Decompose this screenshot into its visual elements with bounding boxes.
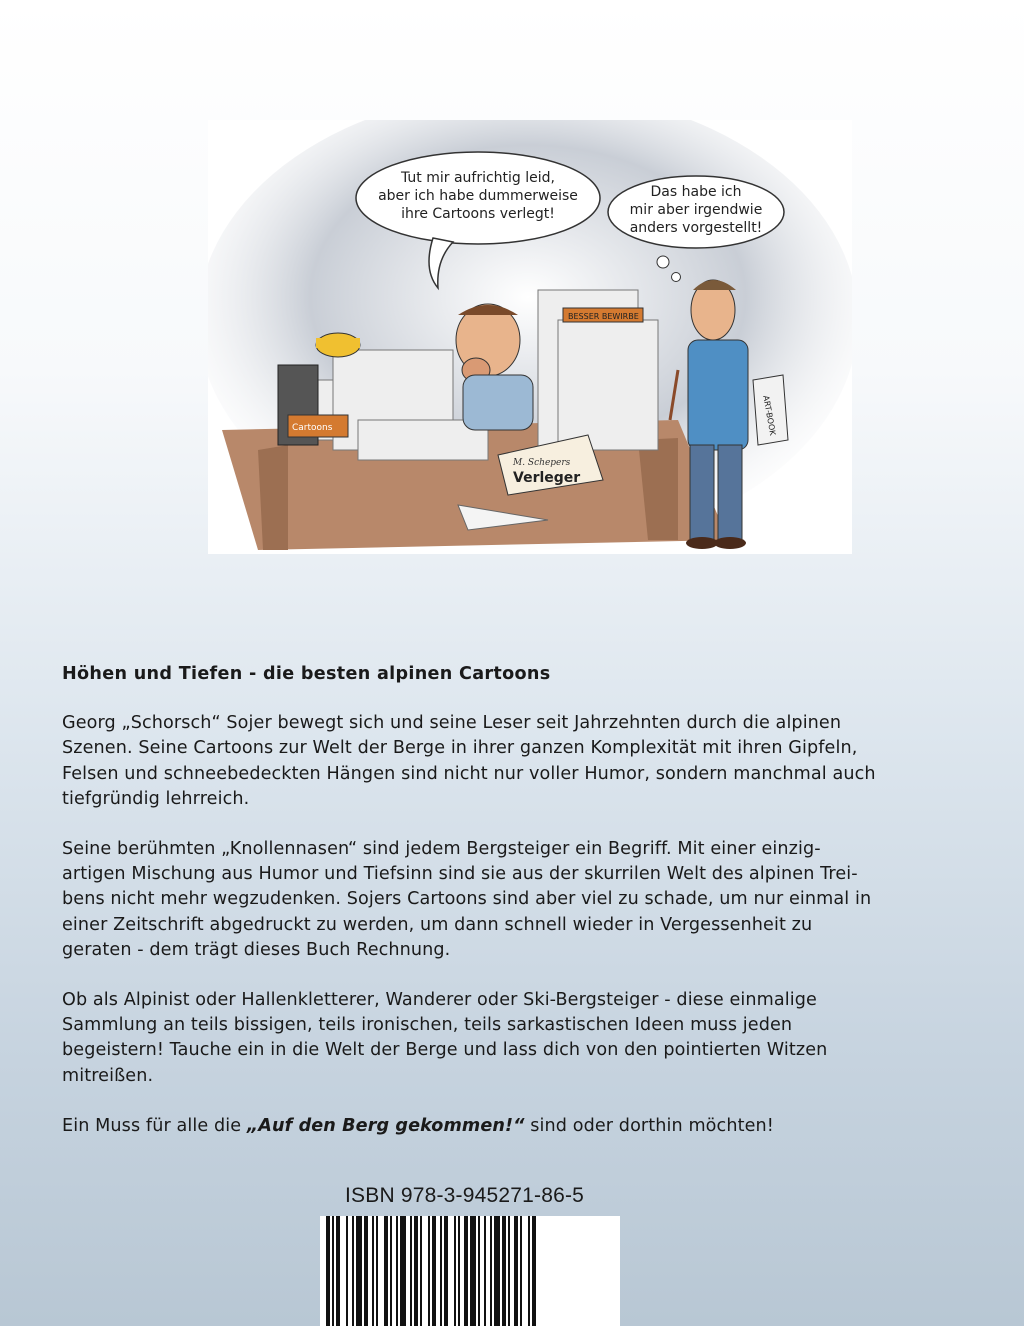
barcode-bar [396, 1216, 398, 1326]
text-line: Szenen. Seine Cartoons zur Welt der Berge in ihrer ganzen Komplexität mit ihren Gipfeln, [62, 738, 858, 759]
barcode-bar [454, 1216, 456, 1326]
sketchbook-label: ART-BOOK [761, 394, 778, 437]
sketchbook [753, 375, 788, 445]
barcode-bar [458, 1216, 460, 1326]
barcode-bar [326, 1216, 330, 1326]
closing-after: sind oder dorthin möchten! [524, 1115, 774, 1136]
text-line: Sammlung an teils bissigen, teils ironischen, teils sarkastischen Ideen muss jeden [62, 1015, 793, 1036]
teacup-icon [316, 333, 360, 357]
text-line: Seine berühmten „Knollennasen“ sind jedem Bergsteiger ein Begriff. Mit einer einzig- [62, 839, 821, 860]
text-line: bens nicht mehr wegzudenken. Sojers Cartoons sind aber viel zu schade, um nur einmal in [62, 889, 872, 910]
closing-before: Ein Muss für alle die [62, 1115, 247, 1136]
text-line: einer Zeitschrift abgedruckt zu werden, um dann schnell wieder in Vergessenheit zu [62, 914, 813, 935]
barcode-bar [478, 1216, 480, 1326]
cartoon-illustration [208, 120, 852, 554]
barcode-bar [502, 1216, 506, 1326]
barcode-bar [390, 1216, 392, 1326]
speech-line-2: aber ich habe dummerweise [378, 188, 578, 204]
barcode-bar [520, 1216, 522, 1326]
barcode-bar [346, 1216, 348, 1326]
barcode-bar [464, 1216, 468, 1326]
barcode-bar [352, 1216, 354, 1326]
text-line: begeistern! Tauche ein in die Welt der Berge und lass dich von den pointierten Witzen [62, 1040, 828, 1061]
barcode-bar [364, 1216, 368, 1326]
barcode-bar [444, 1216, 448, 1326]
closing-emphasis: „Auf den Berg gekommen!“ [246, 1115, 525, 1136]
text-line: Georg „Schorsch“ Sojer bewegt sich und seine Leser seit Jahrzehnten durch die alpinen [62, 713, 842, 734]
barcode-bar [508, 1216, 510, 1326]
speech-line-1: Tut mir aufrichtig leid, [400, 170, 556, 186]
nameplate-title: Verleger [513, 470, 581, 486]
barcode-bar [514, 1216, 518, 1326]
barcode-bar [484, 1216, 486, 1326]
text-line: geraten - dem trägt dieses Buch Rechnung. [62, 939, 451, 960]
barcode-bar [376, 1216, 378, 1326]
barcode-bar [532, 1216, 536, 1326]
text-line: Ob als Alpinist oder Hallenkletterer, Wanderer oder Ski-Bergsteiger - diese einmalige [62, 990, 817, 1011]
barcode-bar [414, 1216, 418, 1326]
barcode-bar [384, 1216, 388, 1326]
barcode-bar [420, 1216, 422, 1326]
barcode-bar [410, 1216, 412, 1326]
folder-label: Cartoons [292, 423, 333, 433]
isbn-number: ISBN 978-3-945271-86-5 [345, 1184, 585, 1207]
text-line: artigen Mischung aus Humor und Tiefsinn sind sie aus der skurrilen Welt des alpinen Trei- [62, 864, 858, 885]
barcode-bar [356, 1216, 362, 1326]
barcode-bar [428, 1216, 430, 1326]
speech-line-3: ihre Cartoons verlegt! [401, 206, 555, 222]
blurb-paragraph-3 [62, 988, 962, 1089]
blurb-paragraph-1 [62, 711, 962, 812]
thought-line-3: anders vorgestellt! [629, 220, 763, 236]
barcode-bar [336, 1216, 340, 1326]
blurb-paragraph-2 [62, 837, 962, 963]
barcode-bar [440, 1216, 442, 1326]
book-spine-label: BESSER BEWIRBE [568, 312, 639, 321]
nameplate-name: M. Schepers [513, 458, 571, 468]
thought-line-1: Das habe ich [650, 184, 742, 200]
text-line: tiefgründig lehrreich. [62, 788, 250, 809]
barcode-bar [470, 1216, 476, 1326]
barcode-bar [332, 1216, 334, 1326]
text-line: Felsen und schneebedeckten Hängen sind nicht nur voller Humor, sondern manchmal auch [62, 763, 876, 784]
barcode-bar [372, 1216, 374, 1326]
blurb-title: Höhen und Tiefen - die besten alpinen Cartoons [62, 664, 551, 684]
blurb-closing [62, 1114, 962, 1139]
barcode-bar [400, 1216, 406, 1326]
barcode-bar [494, 1216, 500, 1326]
thought-line-2: mir aber irgendwie [629, 202, 763, 218]
text-line: mitreißen. [62, 1065, 154, 1086]
barcode-bar [432, 1216, 436, 1326]
back-cover-blurb [62, 662, 962, 1164]
barcode-bar [528, 1216, 530, 1326]
barcode [320, 1216, 620, 1326]
barcode-bar [490, 1216, 492, 1326]
